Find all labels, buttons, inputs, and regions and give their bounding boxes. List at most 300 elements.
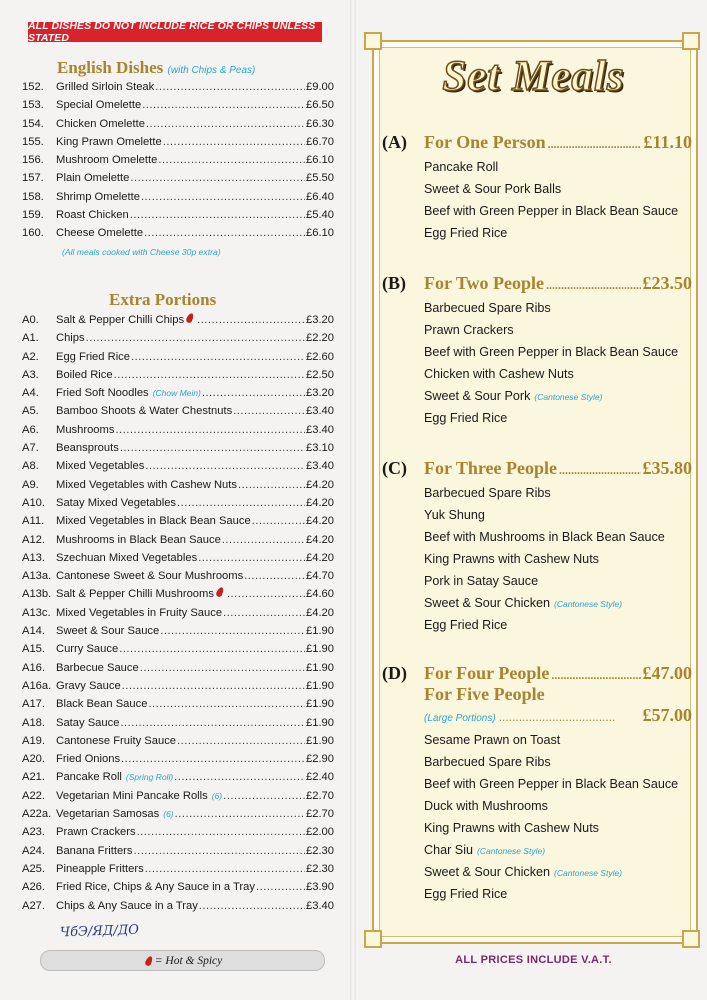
item-code: A2.: [22, 350, 39, 363]
item-name: Satay Mixed Vegetables: [56, 496, 177, 509]
item-price: £6.40: [306, 190, 334, 203]
set-meal-item: [424, 341, 692, 363]
set-meal-item: [424, 407, 692, 429]
item-note: (6): [211, 790, 223, 801]
set-meal-price-2: £57.00: [642, 705, 692, 725]
english-dishes-list: [22, 78, 334, 243]
set-meal-item: [424, 156, 692, 178]
item-name: Egg Fried Rice: [56, 350, 130, 363]
item-price: £4.20: [306, 496, 334, 509]
set-meal-item-name: Duck with Mushrooms: [424, 799, 548, 813]
set-meal-item: [424, 883, 692, 905]
set-meal-letter: (D): [382, 663, 407, 683]
item-name: Shrimp Omelette: [56, 190, 140, 203]
dot-leader: [238, 476, 305, 494]
item-price: £2.70: [306, 808, 334, 821]
set-meal-item: [424, 297, 692, 319]
chilli-icon: [215, 587, 225, 599]
menu-row: [22, 604, 334, 622]
item-note: (6): [163, 809, 174, 820]
item-code: 155.: [22, 135, 44, 148]
item-price: £3.10: [306, 442, 334, 455]
dot-leader: [244, 567, 305, 585]
item-name: Cantonese Fruity Sauce: [56, 734, 177, 747]
menu-row: [22, 96, 334, 114]
set-meal-price: £11.10: [643, 132, 692, 152]
dot-leader: [174, 768, 305, 786]
set-meal-item-name: King Prawns with Cashew Nuts: [424, 552, 599, 566]
item-price: £5.40: [306, 209, 334, 222]
set-meal-item-name: Yuk Shung: [424, 508, 485, 522]
item-code: A12.: [22, 533, 46, 546]
menu-row: [22, 457, 334, 475]
menu-row: [22, 476, 334, 494]
vat-notice: ALL PRICES INCLUDE V.A.T.: [455, 954, 612, 966]
set-meal-price: £23.50: [642, 273, 692, 293]
item-name: Boiled Rice: [56, 368, 113, 381]
dot-leader: [114, 366, 305, 384]
menu-row: [22, 897, 334, 915]
set-meal-item: [424, 363, 692, 385]
frame-corner: [682, 32, 700, 50]
set-meal-item-note: (Cantonese Style): [534, 392, 603, 402]
menu-row: [22, 329, 334, 347]
set-meal-item-name: Egg Fried Rice: [424, 618, 508, 632]
set-meal-label: For One Person: [424, 132, 546, 152]
set-meal-item-name: Sweet & Sour Pork Balls: [424, 182, 562, 196]
item-price: £9.00: [306, 81, 334, 93]
dot-leader: [145, 860, 305, 878]
item-price: £3.40: [306, 899, 334, 912]
item-price: £4.70: [306, 570, 334, 583]
menu-row: [22, 640, 334, 658]
item-name: Szechuan Mixed Vegetables: [56, 551, 198, 564]
set-meal-item-note: (Cantonese Style): [477, 846, 546, 856]
dot-leader: [177, 494, 305, 512]
set-meal-item-name: King Prawns with Cashew Nuts: [424, 821, 599, 835]
set-meal-item: [424, 839, 692, 861]
item-price: £3.40: [306, 460, 334, 473]
set-meals-panel: [360, 18, 707, 953]
set-meal-header: [382, 458, 692, 479]
set-meal-header: [382, 273, 692, 294]
set-meal-item-name: Pancake Roll: [424, 160, 499, 174]
set-meal-item-note: (Cantonese Style): [554, 868, 623, 878]
item-name: Black Bean Sauce: [56, 698, 148, 711]
dot-leader: [198, 549, 305, 567]
set-meal-item: [424, 817, 692, 839]
dot-leader: [140, 659, 305, 677]
item-price: £2.90: [306, 753, 334, 766]
menu-row: [22, 311, 334, 329]
item-price: £6.10: [306, 154, 334, 167]
dot-leader: [122, 677, 305, 695]
set-meal-item: [424, 795, 692, 817]
menu-row: [22, 567, 334, 585]
dot-leader: [121, 750, 305, 768]
item-name: Gravy Sauce: [56, 679, 121, 692]
english-dishes-title: [57, 58, 255, 78]
menu-row: [22, 439, 334, 457]
item-name: Salt & Pepper Chilli Chips: [56, 314, 185, 326]
menu-row: [22, 421, 334, 439]
item-name: Salt & Pepper Chilli Mushrooms: [56, 588, 214, 601]
dot-leader: [148, 695, 305, 713]
rice-chips-banner: ALL DISHES DO NOT INCLUDE RICE OR CHIPS UNLESS STATED: [28, 22, 322, 42]
dot-leader: [155, 78, 305, 96]
set-meal-item-name: Sesame Prawn on Toast: [424, 733, 561, 747]
item-name: Mushroom Omelette: [56, 154, 158, 167]
frame-corner: [364, 930, 382, 948]
set-meal-item-name: Barbecued Spare Ribs: [424, 486, 551, 500]
item-price: £6.50: [306, 99, 334, 112]
set-meal-item-name: Beef with Green Pepper in Black Bean Sauce: [424, 204, 679, 218]
dot-leader: [233, 402, 305, 420]
item-name: Chips & Any Sauce in a Tray: [56, 899, 198, 912]
menu-row: [22, 188, 334, 206]
item-code: A20.: [22, 753, 46, 766]
set-meal-item-name: Sweet & Sour Pork: [424, 389, 531, 403]
dot-leader: [115, 421, 305, 439]
set-meal-item: [424, 548, 692, 570]
set-meal-item-name: Egg Fried Rice: [424, 226, 508, 240]
item-price: £2.30: [306, 862, 334, 875]
dot-leader: [223, 787, 305, 805]
menu-row: [22, 878, 334, 896]
menu-row: [22, 622, 334, 640]
item-price: £2.20: [306, 332, 334, 345]
set-meal-price: £47.00: [642, 663, 692, 683]
set-meal-item: [424, 200, 692, 222]
dot-leader: [222, 531, 305, 549]
item-code: A8.: [22, 460, 39, 473]
set-meal-header: [382, 132, 692, 153]
menu-row: [22, 585, 334, 603]
extra-portions-list: [22, 311, 334, 915]
dot-leader: [119, 640, 305, 658]
item-code: A13c.: [22, 606, 51, 619]
hot-spicy-legend: [40, 950, 325, 971]
set-meal-letter: (A): [382, 132, 407, 152]
set-meal-item-name: Char Siu: [424, 843, 473, 857]
item-code: 160.: [22, 227, 44, 240]
item-name: Roast Chicken: [56, 209, 129, 222]
item-price: £6.30: [306, 117, 334, 130]
item-price: £3.40: [306, 405, 334, 418]
item-code: A26.: [22, 881, 46, 894]
set-meal-c: [382, 458, 692, 636]
item-name: Vegetarian Samosas: [56, 808, 160, 821]
menu-row: [22, 348, 334, 366]
set-meal-item-note: (Cantonese Style): [554, 599, 623, 609]
item-price: £2.70: [306, 789, 334, 802]
dot-leader: [160, 622, 305, 640]
item-code: A23.: [22, 826, 46, 839]
dot-leader: [142, 96, 305, 114]
set-meal-label: For Four People: [424, 663, 550, 683]
english-dishes-subtitle: (with Chips & Peas): [167, 65, 256, 76]
item-price: £3.40: [306, 423, 334, 436]
dot-leader: [141, 188, 305, 206]
dot-leader: [177, 732, 305, 750]
set-meal-item-name: Prawn Crackers: [424, 323, 514, 337]
item-code: A4.: [22, 387, 39, 400]
item-price: £6.10: [306, 227, 334, 240]
cheese-footnote: (All meals cooked with Cheese 30p extra): [62, 247, 221, 257]
dot-leader: [548, 137, 642, 152]
menu-row: [22, 169, 334, 187]
item-code: A13b.: [22, 588, 52, 601]
item-code: 157.: [22, 172, 44, 185]
page-fold: [350, 0, 356, 1000]
item-name: Mushrooms in Black Bean Sauce: [56, 533, 221, 546]
item-price: £2.40: [306, 771, 334, 784]
item-price: £3.20: [306, 314, 334, 326]
dot-leader: [256, 878, 305, 896]
dot-leader: [546, 278, 641, 293]
dot-leader: [130, 206, 305, 224]
menu-row: [22, 494, 334, 512]
item-code: 158.: [22, 190, 44, 203]
set-meal-item-name: Pork in Satay Sauce: [424, 574, 539, 588]
dot-leader: [133, 842, 305, 860]
item-code: A11.: [22, 515, 45, 528]
menu-row: [22, 768, 334, 786]
menu-row: [22, 750, 334, 768]
item-code: 153.: [22, 99, 44, 112]
item-name: Mixed Vegetables with Cashew Nuts: [56, 478, 237, 491]
dot-leader: [175, 805, 305, 823]
set-meal-item: [424, 773, 692, 795]
set-meal-header-2: [424, 684, 692, 705]
item-name: Sweet & Sour Sauce: [56, 625, 160, 638]
dot-leader: [144, 224, 305, 242]
item-code: A27.: [22, 899, 46, 912]
item-code: 152.: [22, 81, 44, 93]
set-meal-item: [424, 526, 692, 548]
set-meals-title: Set Meals: [442, 53, 625, 100]
menu-row: [22, 512, 334, 530]
set-meal-item-name: Sweet & Sour Chicken: [424, 865, 550, 879]
menu-row: [22, 133, 334, 151]
item-price: £6.70: [306, 135, 334, 148]
set-meal-item: [424, 570, 692, 592]
item-code: A14.: [22, 625, 46, 638]
set-meal-label-2: For Five People: [424, 684, 545, 704]
set-meal-item: [424, 178, 692, 200]
item-code: A0.: [22, 314, 39, 326]
large-portions-row: [424, 705, 692, 726]
menu-row: [22, 714, 334, 732]
menu-row: [22, 659, 334, 677]
menu-row: [22, 151, 334, 169]
set-meal-item: [424, 504, 692, 526]
dot-leader: [137, 823, 305, 841]
menu-row: [22, 206, 334, 224]
set-meal-b: [382, 273, 692, 429]
item-code: A22a.: [22, 808, 52, 821]
menu-row: [22, 677, 334, 695]
item-code: A22.: [22, 789, 46, 802]
item-name: Fried Soft Noodles: [56, 387, 149, 400]
item-price: £2.50: [306, 368, 334, 381]
dot-leader: [86, 329, 305, 347]
handwritten-note: ЧбЭ/ЯД/ДО: [59, 922, 140, 941]
set-meal-item-name: Beef with Green Pepper in Black Bean Sauce: [424, 345, 679, 359]
menu-row: [22, 695, 334, 713]
item-name: Satay Sauce: [56, 716, 120, 729]
set-meal-item-name: Chicken with Cashew Nuts: [424, 367, 574, 381]
dot-leader: [131, 348, 305, 366]
item-name: Bamboo Shoots & Water Chestnuts: [56, 405, 233, 418]
set-meal-item: [424, 614, 692, 636]
item-code: A18.: [22, 716, 46, 729]
dot-leader: [130, 169, 305, 187]
left-panel: [0, 0, 348, 1000]
item-price: £2.30: [306, 844, 334, 857]
set-meal-item-name: Egg Fried Rice: [424, 887, 508, 901]
menu-row: [22, 531, 334, 549]
set-meal-item: [424, 319, 692, 341]
item-name: Grilled Sirloin Steak: [56, 81, 155, 93]
set-meal-label: For Two People: [424, 273, 544, 293]
menu-row: [22, 224, 334, 242]
dot-leader: [197, 311, 305, 329]
item-code: A21.: [22, 771, 46, 784]
menu-row: [22, 860, 334, 878]
item-price: £2.00: [306, 826, 334, 839]
chilli-icon: [185, 312, 195, 324]
item-code: A13.: [22, 551, 46, 564]
item-code: A25.: [22, 862, 46, 875]
item-code: A10.: [22, 496, 46, 509]
menu-row: [22, 366, 334, 384]
extra-portions-title: Extra Portions: [109, 290, 217, 309]
set-meal-item: [424, 222, 692, 244]
set-meal-letter: (C): [382, 458, 407, 478]
item-code: 156.: [22, 154, 44, 167]
item-name: Mixed Vegetables in Fruity Sauce: [56, 606, 223, 619]
item-name: Mushrooms: [56, 423, 115, 436]
dot-leader: [145, 457, 305, 475]
item-name: Mixed Vegetables: [56, 460, 145, 473]
set-meal-item: [424, 592, 692, 614]
dot-leader: [223, 604, 305, 622]
item-name: Prawn Crackers: [56, 826, 136, 839]
set-meal-item-name: Sweet & Sour Chicken: [424, 596, 550, 610]
legend-text: = Hot & Spicy: [154, 954, 223, 967]
item-name: Vegetarian Mini Pancake Rolls: [56, 789, 208, 802]
set-meal-item: [424, 861, 692, 883]
item-name: Beansprouts: [56, 442, 119, 455]
item-price: £4.20: [306, 533, 334, 546]
dot-leader: [158, 151, 305, 169]
item-code: A9.: [22, 478, 39, 491]
dot-leader: [499, 710, 640, 724]
set-meal-price: £35.80: [642, 458, 692, 478]
menu-row: [22, 732, 334, 750]
item-code: A3.: [22, 368, 39, 381]
dot-leader: [551, 668, 640, 683]
item-code: A1.: [22, 332, 39, 345]
item-price: £3.90: [306, 881, 334, 894]
item-code: A13a.: [22, 570, 52, 583]
set-meal-d: [382, 663, 692, 905]
item-note: (Spring Roll): [125, 772, 174, 783]
item-name: Pancake Roll: [56, 771, 122, 784]
item-name: Barbecue Sauce: [56, 661, 139, 674]
item-price: £1.90: [306, 643, 334, 656]
item-name: Banana Fritters: [56, 844, 133, 857]
chilli-icon: [144, 955, 154, 967]
item-price: £1.90: [306, 716, 334, 729]
frame-corner: [364, 32, 382, 50]
item-price: £3.20: [306, 387, 334, 400]
item-price: £4.60: [306, 588, 334, 601]
set-meal-item: [424, 729, 692, 751]
item-code: A7.: [22, 442, 39, 455]
item-name: Chips: [56, 332, 85, 345]
set-meal-item: [424, 751, 692, 773]
item-code: A19.: [22, 734, 46, 747]
item-name: Pineapple Fritters: [56, 862, 144, 875]
item-note: (Chow Mein): [152, 388, 201, 399]
item-code: 154.: [22, 117, 44, 130]
item-name: Plain Omelette: [56, 172, 130, 185]
item-name: Cantonese Sweet & Sour Mushrooms: [56, 570, 244, 583]
dot-leader: [199, 897, 305, 915]
set-meal-item-name: Barbecued Spare Ribs: [424, 301, 551, 315]
item-price: £1.90: [306, 679, 334, 692]
item-price: £1.90: [306, 698, 334, 711]
set-meal-a: [382, 132, 692, 244]
menu-row: [22, 115, 334, 133]
item-price: £4.20: [306, 551, 334, 564]
dot-leader: [227, 585, 305, 603]
menu-row: [22, 384, 334, 402]
item-price: £1.90: [306, 625, 334, 638]
item-code: A16a.: [22, 679, 52, 692]
dot-leader: [120, 714, 305, 732]
item-code: A24.: [22, 844, 46, 857]
dot-leader: [559, 463, 641, 478]
item-price: £2.60: [306, 350, 334, 363]
set-meal-item-name: Egg Fried Rice: [424, 411, 508, 425]
item-name: Cheese Omelette: [56, 227, 144, 240]
set-meal-label: For Three People: [424, 458, 557, 478]
set-meal-item: [424, 482, 692, 504]
item-code: A5.: [22, 405, 39, 418]
item-code: A16.: [22, 661, 46, 674]
item-price: £4.20: [306, 606, 334, 619]
item-name: Fried Rice, Chips & Any Sauce in a Tray: [56, 881, 255, 894]
dot-leader: [120, 439, 305, 457]
item-name: Chicken Omelette: [56, 117, 145, 130]
large-portions-note: (Large Portions): [424, 713, 496, 724]
item-price: £1.90: [306, 734, 334, 747]
dot-leader: [252, 512, 305, 530]
dot-leader: [202, 384, 305, 402]
menu-row: [22, 823, 334, 841]
set-meal-letter: (B): [382, 273, 406, 293]
set-meal-item-name: Beef with Mushrooms in Black Bean Sauce: [424, 530, 665, 544]
menu-row: [22, 402, 334, 420]
set-meal-item-name: Beef with Green Pepper in Black Bean Sauce: [424, 777, 679, 791]
item-price: £1.90: [306, 661, 334, 674]
frame-corner: [682, 930, 700, 948]
item-name: Special Omelette: [56, 99, 142, 112]
dot-leader: [163, 133, 305, 151]
